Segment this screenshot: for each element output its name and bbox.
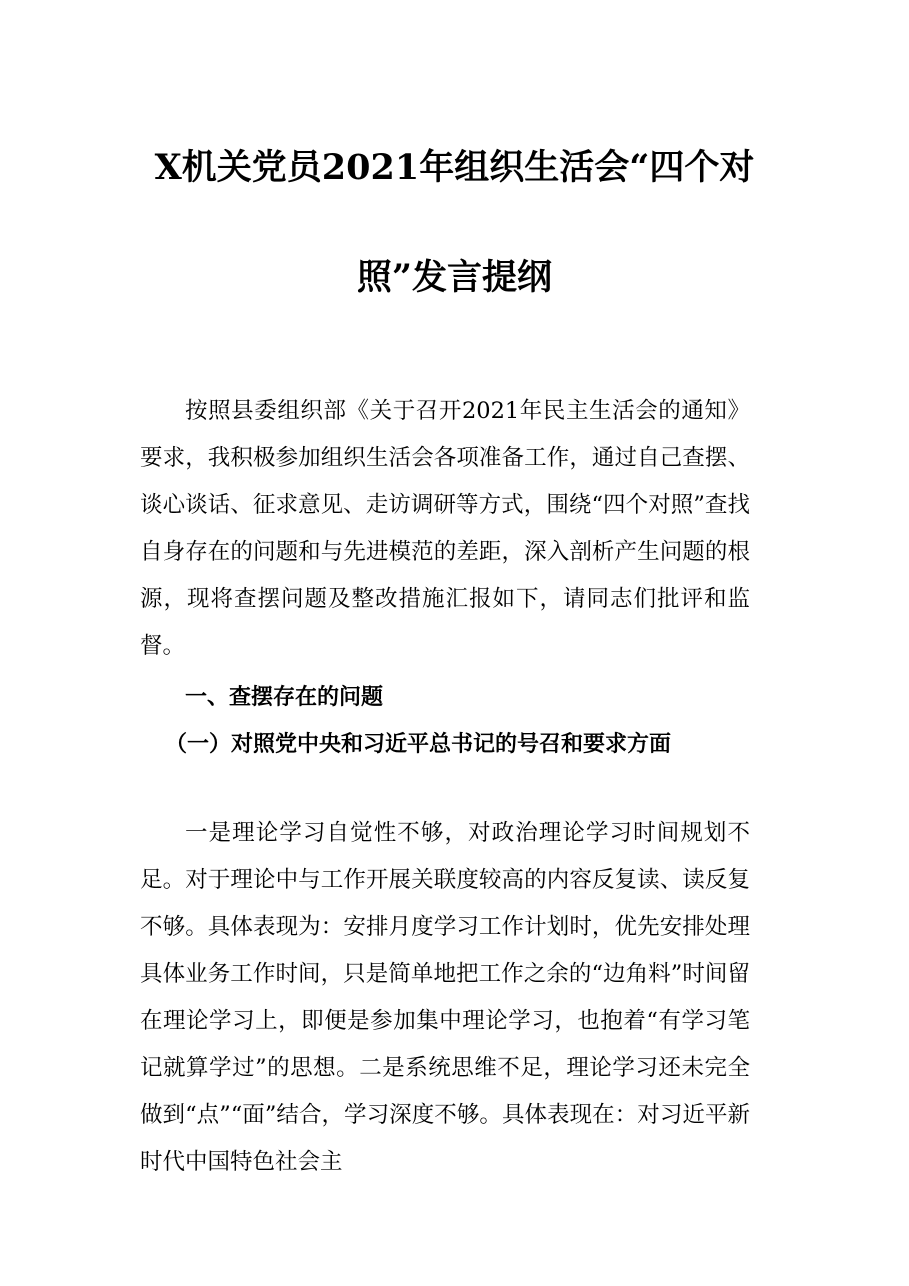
document-title-line-1: X机关党员2021年组织生活会“四个对: [154, 147, 755, 188]
section-heading-1: 一、查摆存在的问题: [185, 685, 384, 710]
document-title-line-2: 照”发言提纲: [356, 257, 553, 298]
subsection-heading-1: （一）对照党中央和习近平总书记的号召和要求方面: [165, 732, 672, 757]
intro-paragraph: 按照县委组织部《关于召开2021年民主生活会的通知》要求，我积极参加组织生活会各项准备工作，通过自己查摆、谈心谈话、征求意见、走访调研等方式，围绕“四个对照”查找自身存在的问题和与先进模范的差距，深入剖析产生问题的根源，现将查摆问题及整改措施汇报如下，请同志们批评和监督。: [140, 398, 750, 659]
body-paragraph: 一是理论学习自觉性不够，对政治理论学习时间规划不足。对于理论中与工作开展关联度较高的内容反复读、读反复不够。具体表现为：安排月度学习工作计划时，优先安排处理具体业务工作时间，只是简单地把工作之余的“边角料”时间留在理论学习上，即便是参加集中理论学习，也抱着“有学习笔记就算学过”的思想。二是系统思维不足，理论学习还未完全做到“点”“面”结合，学习深度不够。具体表现在：对习近平新时代中国特色社会主: [140, 820, 750, 1175]
